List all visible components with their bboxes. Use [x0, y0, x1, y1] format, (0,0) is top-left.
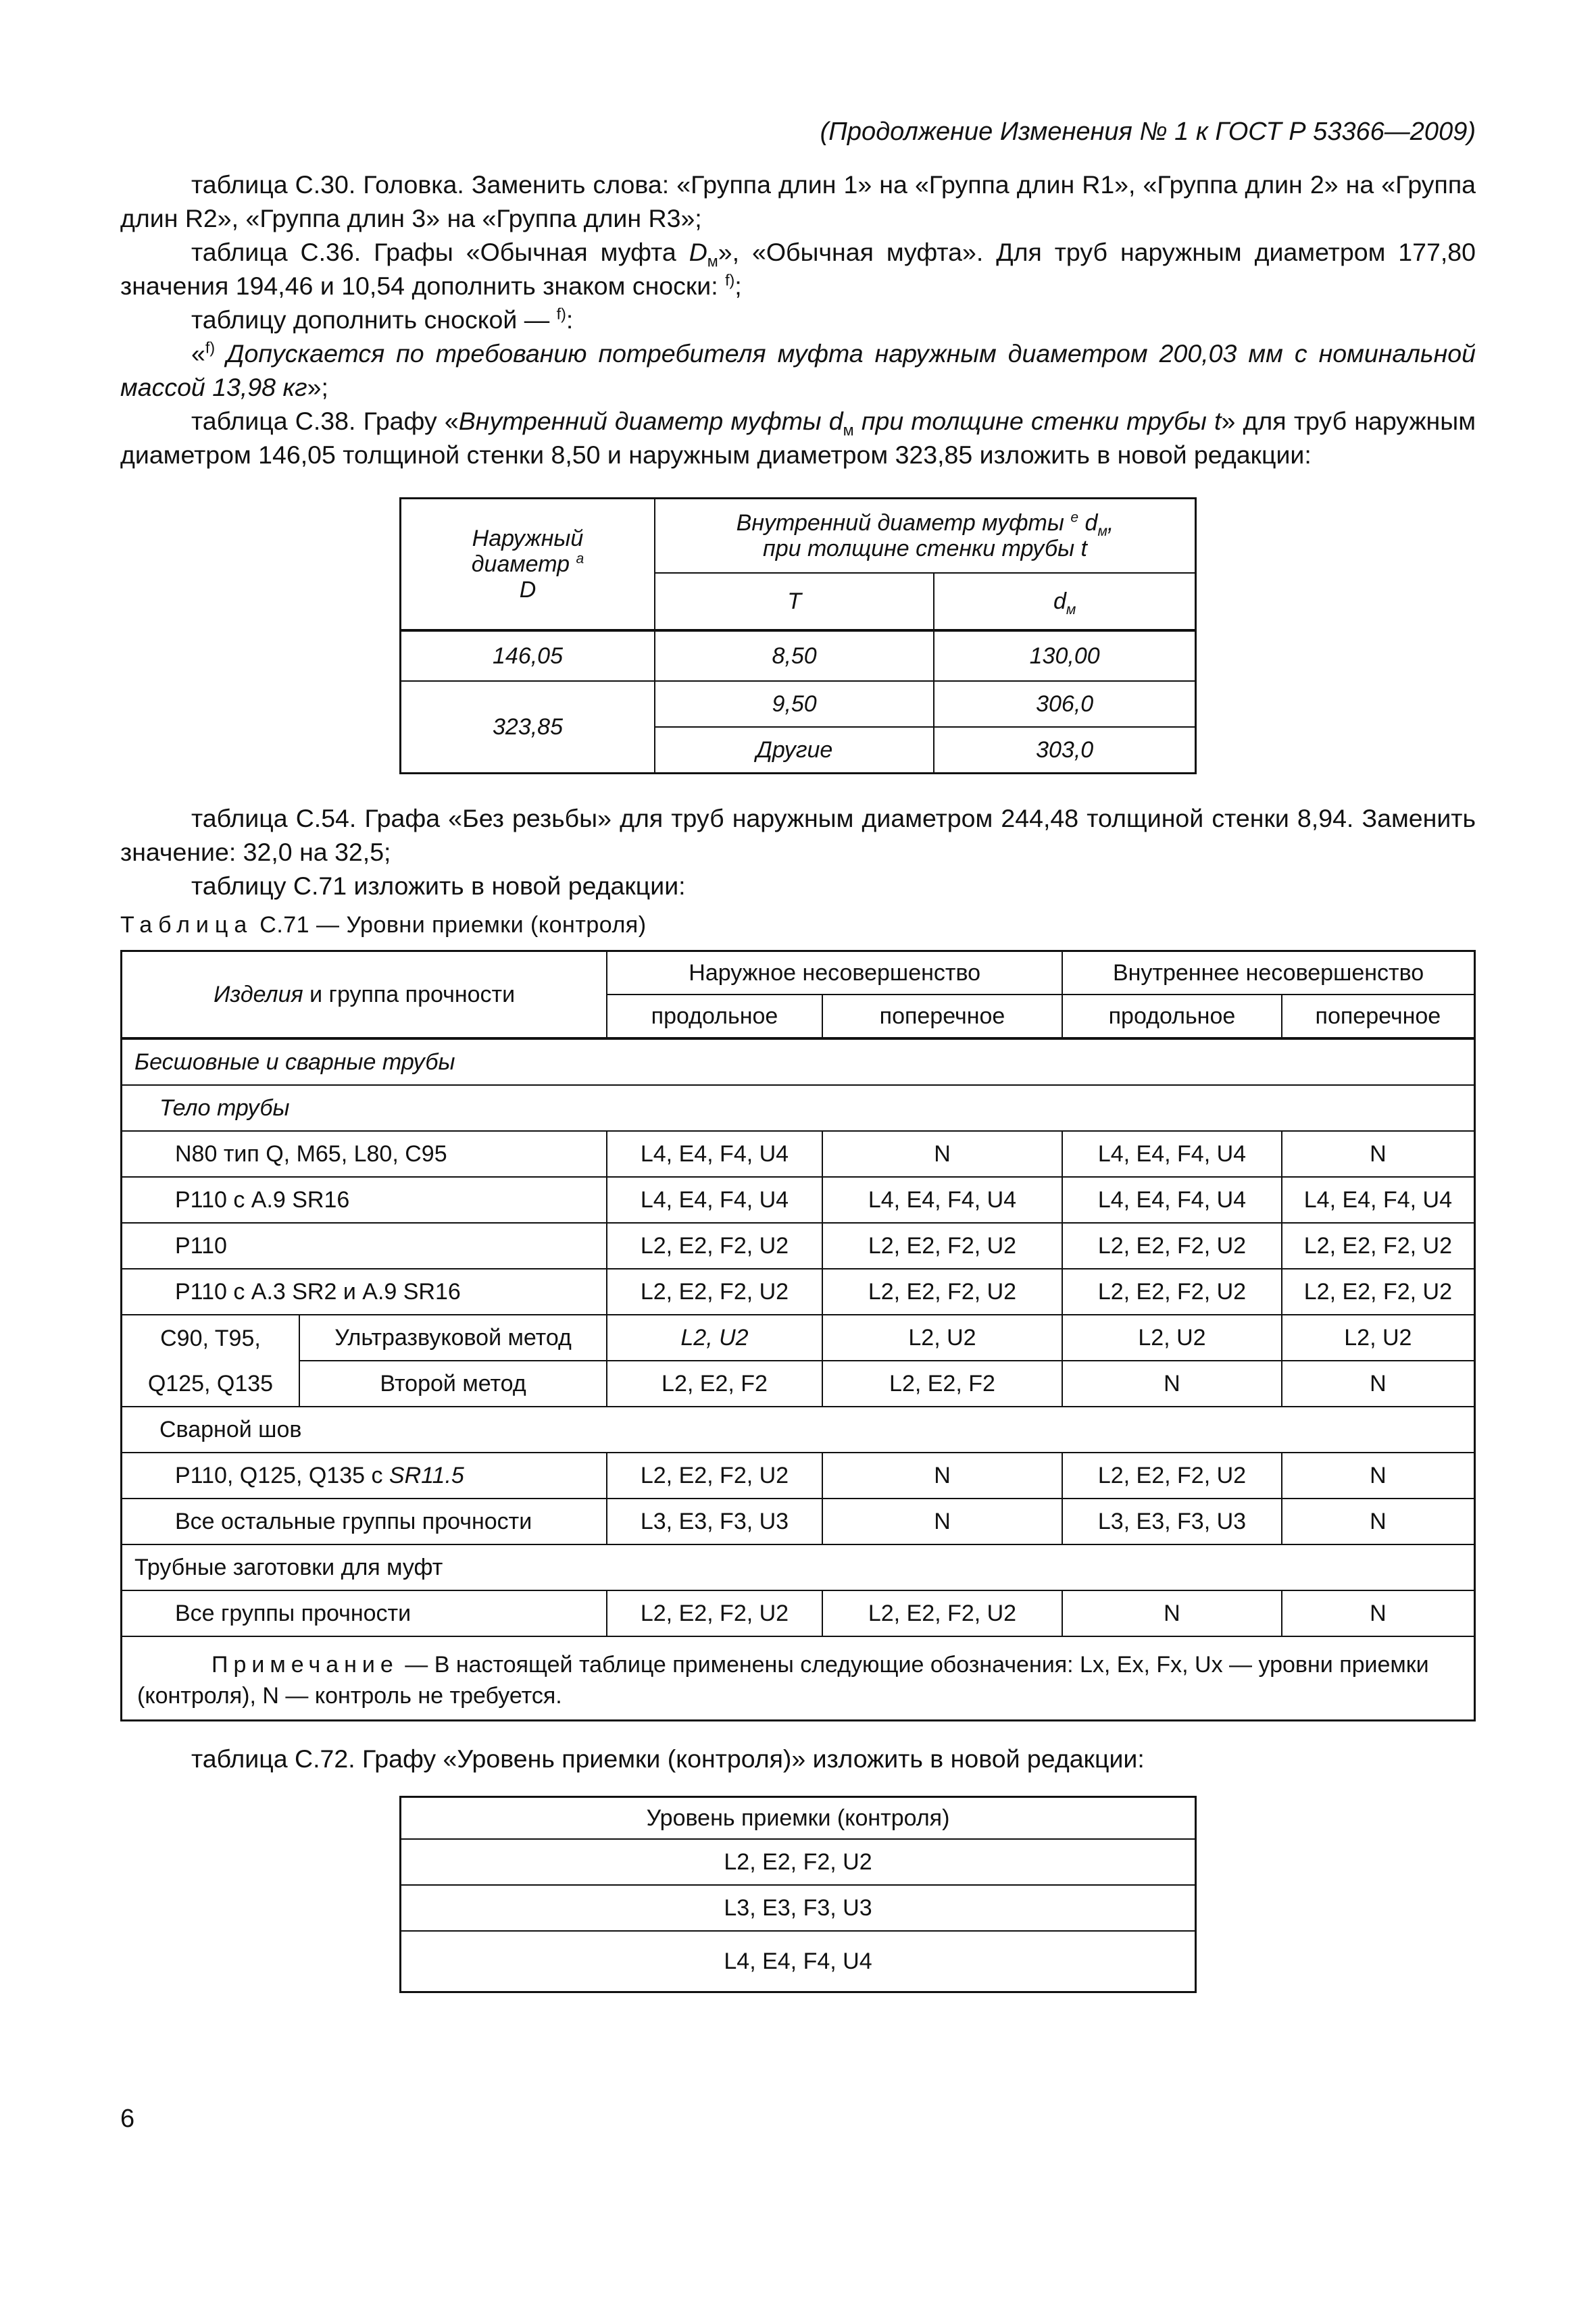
table-cell: L2, E2, F2, U2: [1062, 1223, 1282, 1269]
table-cell: L4, E4, F4, U4: [607, 1131, 822, 1177]
row-label: P110, Q125, Q135 с SR11.5: [122, 1453, 607, 1499]
section-coupling-blanks: Трубные заготовки для муфт: [122, 1544, 1475, 1590]
table-cell: N: [1282, 1590, 1475, 1636]
table-cell: N: [822, 1453, 1062, 1499]
table-cell: N: [1282, 1131, 1475, 1177]
table-cell: N: [822, 1499, 1062, 1544]
row-label: P110 с А.3 SR2 и А.9 SR16: [122, 1269, 607, 1315]
table-c71: [120, 950, 1476, 1721]
table-cell: L2, E2, F2, U2: [822, 1269, 1062, 1315]
table-cell: N: [822, 1131, 1062, 1177]
header-inner-diameter: Внутренний диаметр муфты $^e$ $d_м$, при толщине стенки трубы t: [655, 499, 1196, 574]
table-row: [122, 1269, 1475, 1315]
table-cell: L3, E3, F3, U3: [401, 1885, 1196, 1931]
table-c38: [399, 497, 1197, 774]
table-cell: 146,05: [401, 630, 655, 681]
table-cell: L2, E2, F2: [822, 1361, 1062, 1407]
table-cell: 303,0: [934, 727, 1195, 774]
table-row: [122, 1453, 1475, 1499]
table-row: [122, 1499, 1475, 1544]
table-row: [122, 1131, 1475, 1177]
header-transverse: поперечное: [822, 995, 1062, 1038]
table-cell: Другие: [655, 727, 934, 774]
table-row: [122, 1361, 1475, 1407]
table-cell: N: [1282, 1453, 1475, 1499]
table-note: Примечание — В настоящей таблице применены следующие обозначения: Lx, Ex, Fx, Ux — уровни приемки (контроля), N — контроль не требуется.: [122, 1636, 1475, 1721]
section-seamless: Бесшовные и сварные трубы: [122, 1038, 1475, 1085]
header-outer-imperfection: Наружное несовершенство: [607, 951, 1062, 995]
table-cell: L2, E2, F2, U2: [822, 1590, 1062, 1636]
table-cell: L2, E2, F2, U2: [1282, 1223, 1475, 1269]
table-cell: N: [1062, 1361, 1282, 1407]
table-cell: 306,0: [934, 681, 1195, 727]
table-cell: L2, U2: [1062, 1315, 1282, 1361]
table-cell: L4, E4, F4, U4: [401, 1931, 1196, 1992]
method-label: Второй метод: [299, 1361, 607, 1407]
header-outer-diameter: Наружный диаметр $^a$ D: [401, 499, 655, 631]
table-cell: N: [1282, 1499, 1475, 1544]
row-label: Все остальные группы прочности: [122, 1499, 607, 1544]
paragraph-c38: таблица С.38. Графу «Внутренний диаметр муфты $d_м$ при толщине стенки трубы t» для труб наружным диаметром 146,05 толщиной стенки 8,50 и наружным диаметром 323,85 изложить в новой редакции:: [120, 407, 1476, 469]
paragraph-c36: таблица С.36. Графы «Обычная муфта $D_м$», «Обычная муфта». Для труб наружным диаметром 177,80 значения 194,46 и 10,54 дополнить знаком сноски: $^{f)}$;: [120, 238, 1476, 300]
paragraph-footnote-text: «$^{f)}$ Допускается по требованию потребителя муфта наружным диаметром 200,03 мм с номинальной массой 13,98 кг»;: [120, 338, 1476, 401]
table-cell: L4, E4, F4, U4: [822, 1177, 1062, 1223]
table-cell: L2, E2, F2, U2: [1062, 1453, 1282, 1499]
header-transverse: поперечное: [1282, 995, 1475, 1038]
table-cell: L3, E3, F3, U3: [607, 1499, 822, 1544]
table-cell: L2, E2, F2, U2: [401, 1839, 1196, 1885]
header-longitudinal: продольное: [1062, 995, 1282, 1038]
page-number: 6: [120, 2105, 135, 2133]
table-row: [122, 1223, 1475, 1269]
running-header: (Продолжение Изменения № 1 к ГОСТ Р 53366—2009): [820, 118, 1476, 146]
table-cell: 130,00: [934, 630, 1195, 681]
header-dm: $d_м$: [934, 573, 1195, 630]
header-longitudinal: продольное: [607, 995, 822, 1038]
table-cell: L3, E3, F3, U3: [1062, 1499, 1282, 1544]
table-cell: 8,50: [655, 630, 934, 681]
table-cell: L2, E2, F2, U2: [607, 1453, 822, 1499]
table-cell: L2, E2, F2, U2: [822, 1223, 1062, 1269]
table-cell: L2, E2, F2, U2: [607, 1223, 822, 1269]
table-row: [122, 1590, 1475, 1636]
table-cell: L2, E2, F2, U2: [1062, 1269, 1282, 1315]
table-cell: L4, E4, F4, U4: [607, 1177, 822, 1223]
table-cell: L2, E2, F2, U2: [607, 1590, 822, 1636]
row-label: Все группы прочности: [122, 1590, 607, 1636]
method-label: Ультразвуковой метод: [299, 1315, 607, 1361]
table-cell: L2, E2, F2, U2: [607, 1269, 822, 1315]
paragraph-c71-intro: таблицу С.71 изложить в новой редакции:: [191, 872, 686, 900]
table-cell: L4, E4, F4, U4: [1062, 1177, 1282, 1223]
header-products: Изделия и группа прочности: [122, 951, 607, 1039]
table-cell: L2, E2, F2: [607, 1361, 822, 1407]
table-c72: [399, 1796, 1197, 1993]
document-page: [120, 115, 1476, 1993]
table-cell: L2, U2: [607, 1315, 822, 1361]
table-row: [122, 1315, 1475, 1361]
table-cell: L2, U2: [1282, 1315, 1475, 1361]
row-label: P110: [122, 1223, 607, 1269]
table-cell: N: [1062, 1590, 1282, 1636]
table-cell: 9,50: [655, 681, 934, 727]
header-wall-thickness: T: [655, 573, 934, 630]
group-label: Q125, Q135: [122, 1361, 299, 1407]
table-cell: L4, E4, F4, U4: [1062, 1131, 1282, 1177]
table-c71-caption: Таблица С.71 — Уровни приемки (контроля): [120, 912, 647, 938]
paragraph-footnote-intro: таблицу дополнить сноской — $^{f)}$:: [191, 305, 574, 334]
paragraph-c72: таблица С.72. Графу «Уровень приемки (контроля)» изложить в новой редакции:: [191, 1744, 1145, 1773]
table-cell: L2, E2, F2, U2: [1282, 1269, 1475, 1315]
table-row: [122, 1177, 1475, 1223]
section-pipe-body: Тело трубы: [122, 1085, 1475, 1131]
table-cell: L4, E4, F4, U4: [1282, 1177, 1475, 1223]
group-label: C90, T95,: [122, 1315, 299, 1361]
paragraph-c54: таблица С.54. Графа «Без резьбы» для труб наружным диаметром 244,48 толщиной стенки 8,94. Заменить значение: 32,0 на 32,5;: [120, 804, 1476, 866]
paragraph-c30: таблица С.30. Головка. Заменить слова: «Группа длин 1» на «Группа длин R1», «Группа длин 2» на «Группа длин R2», «Группа длин 3» на «Группа длин R3»;: [120, 170, 1476, 232]
row-label: N80 тип Q, M65, L80, C95: [122, 1131, 607, 1177]
header-inner-imperfection: Внутреннее несовершенство: [1062, 951, 1474, 995]
table-cell: L2, U2: [822, 1315, 1062, 1361]
section-weld: Сварной шов: [122, 1407, 1475, 1453]
table-c72-header: Уровень приемки (контроля): [401, 1797, 1196, 1840]
table-cell: 323,85: [401, 681, 655, 774]
table-cell: N: [1282, 1361, 1475, 1407]
row-label: P110 с А.9 SR16: [122, 1177, 607, 1223]
